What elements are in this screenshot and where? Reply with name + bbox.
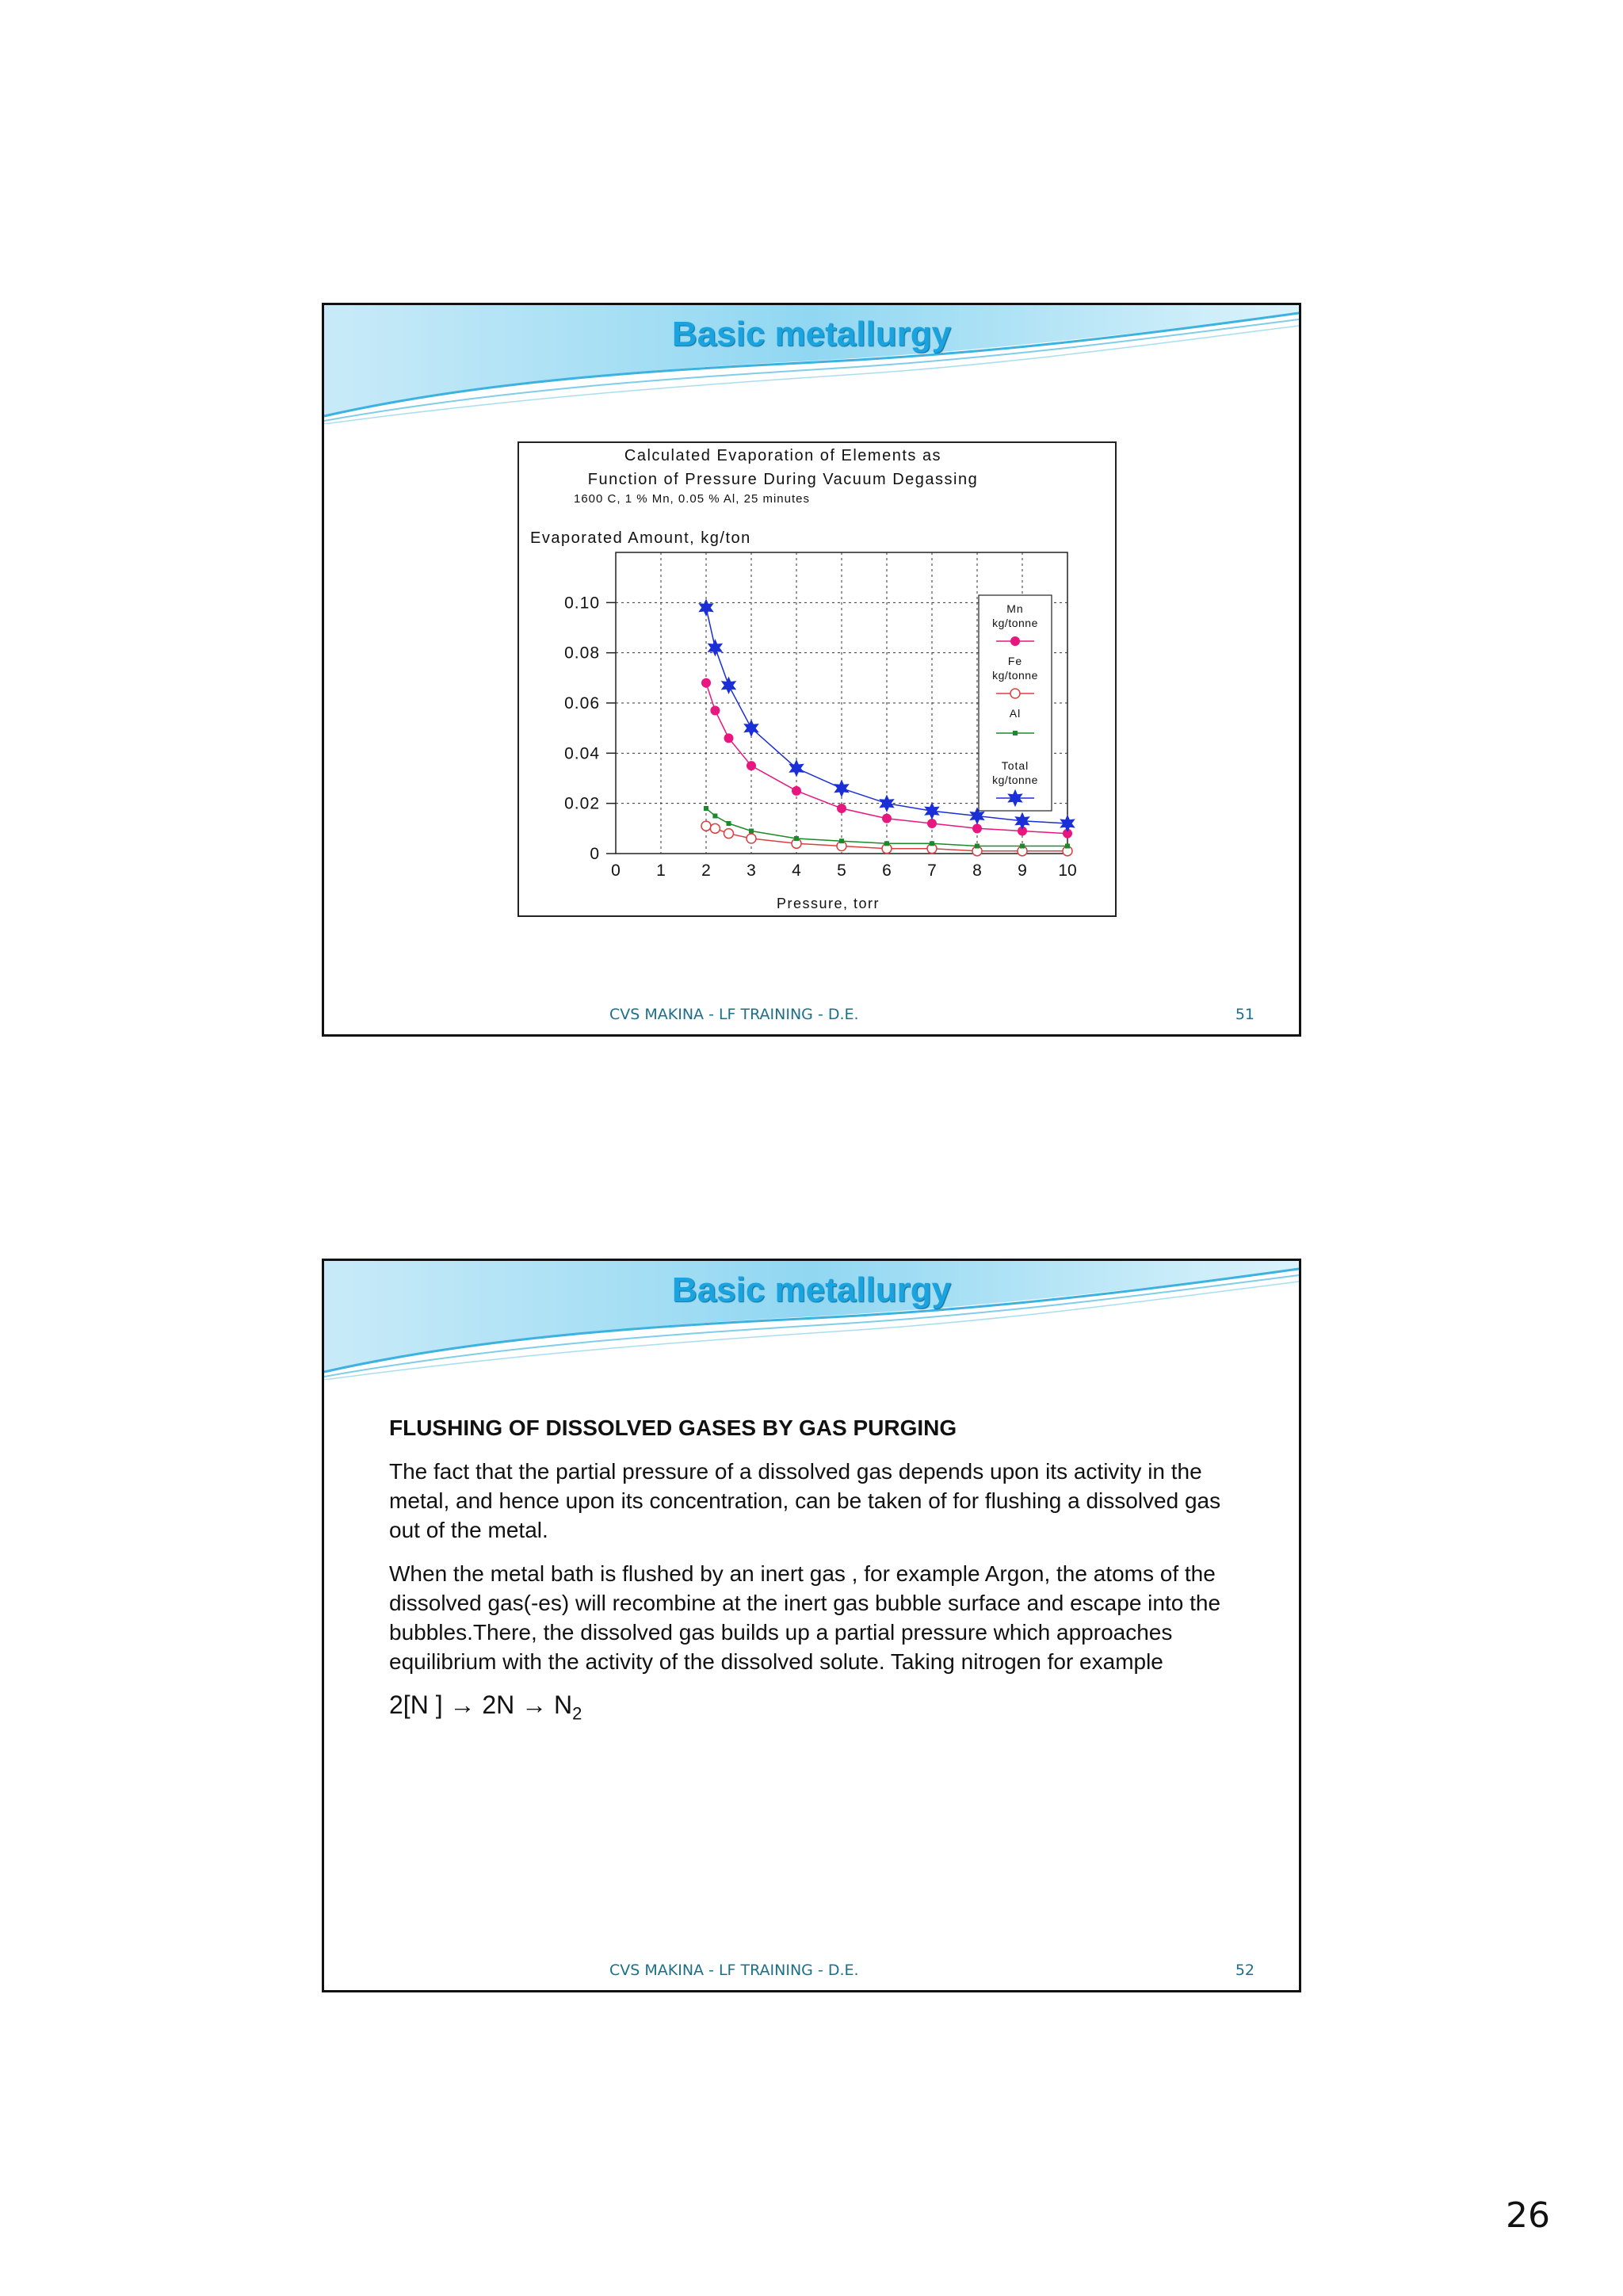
data-point [880, 796, 893, 812]
data-point [834, 781, 848, 797]
y-tick-label: 0.06 [564, 694, 600, 712]
data-point [749, 829, 754, 834]
page-number: 26 [1506, 2195, 1550, 2236]
slide-51 [322, 303, 1301, 1037]
data-point [708, 640, 722, 655]
y-tick-label: 0.02 [564, 794, 600, 813]
formula-main: 2[N ] → 2N → N [389, 1690, 573, 1719]
data-point [710, 706, 720, 716]
data-point [727, 821, 731, 826]
x-tick-label: 6 [882, 861, 892, 880]
legend-label: kg/tonne [992, 617, 1038, 629]
data-point [1065, 844, 1070, 849]
data-point [792, 786, 801, 796]
legend-marker [1010, 689, 1020, 698]
x-tick-label: 4 [792, 861, 801, 880]
chart-svg [519, 443, 1115, 915]
x-tick-label: 0 [611, 861, 621, 880]
data-point [972, 823, 982, 833]
slide-number: 52 [1235, 1962, 1254, 1979]
data-point [794, 836, 799, 841]
data-point [724, 829, 734, 839]
legend-label: Fe [1007, 655, 1023, 667]
chart-subtitle: 1600 C, 1 % Mn, 0.05 % Al, 25 minutes [574, 492, 810, 506]
x-tick-label: 7 [927, 861, 937, 880]
x-tick-label: 2 [701, 861, 711, 880]
data-point [710, 823, 720, 833]
data-point [747, 761, 756, 770]
data-point [789, 760, 803, 776]
data-point [930, 841, 934, 846]
data-point [975, 844, 980, 849]
data-point [724, 733, 734, 743]
slide-body [389, 1413, 1229, 1728]
slide-52 [322, 1259, 1301, 1992]
slide-title: Basic metallurgy [671, 1270, 952, 1309]
legend-label: kg/tonne [992, 774, 1038, 786]
slide-number: 51 [1235, 1006, 1254, 1023]
paragraph-1: The fact that the partial pressure of a dissolved gas depends upon its activity in the metal, and hence upon its concentration, can be taken of for flushing a dissolved gas out of the metal. [389, 1459, 1221, 1542]
x-tick-label: 5 [837, 861, 846, 880]
x-tick-label: 9 [1018, 861, 1027, 880]
data-point [839, 839, 844, 843]
chart [517, 441, 1117, 917]
data-point [927, 819, 937, 828]
data-point [722, 678, 735, 693]
x-tick-label: 8 [972, 861, 982, 880]
data-point [882, 814, 892, 823]
slide-title: Basic metallurgy [671, 315, 952, 353]
x-axis-label: Pressure, torr [776, 896, 880, 911]
y-tick-label: 0.08 [564, 644, 600, 663]
data-point [699, 600, 712, 616]
legend-label: Mn [1006, 602, 1024, 615]
legend-label: Total [1001, 759, 1029, 772]
y-axis-label: Evaporated Amount, kg/ton [530, 529, 751, 547]
legend-marker [1010, 636, 1020, 646]
legend-label: kg/tonne [992, 669, 1038, 682]
data-point [837, 804, 846, 813]
data-point [704, 806, 708, 811]
slide-footer: CVS MAKINA - LF TRAINING - D.E. [609, 1962, 859, 1979]
y-tick-label: 0.10 [564, 594, 600, 613]
data-point [701, 821, 711, 831]
data-point [747, 834, 756, 843]
x-tick-label: 1 [656, 861, 666, 880]
data-point [1020, 844, 1025, 849]
slide-footer: CVS MAKINA - LF TRAINING - D.E. [609, 1006, 859, 1023]
data-point [712, 814, 717, 819]
section-heading: FLUSHING OF DISSOLVED GASES BY GAS PURGING [389, 1415, 957, 1440]
x-tick-label: 3 [747, 861, 756, 880]
nitrogen-formula [389, 1690, 1229, 1728]
y-tick-label: 0 [590, 845, 600, 863]
paragraph-2: When the metal bath is flushed by an inert gas , for example Argon, the atoms of the dissolved gas(-es) will recombine at the inert gas bubble surface and escape into the bubbles.There, the dissolved gas builds up a partial pressure which approaches equilibrium with the activity of the dissolved solute. Taking nitrogen for example [389, 1561, 1221, 1674]
data-point [884, 841, 889, 846]
formula-subscript: 2 [572, 1703, 582, 1724]
legend-marker [1013, 731, 1018, 735]
chart-title-line1: Calculated Evaporation of Elements as [624, 447, 942, 464]
legend-label: Al [1009, 707, 1022, 720]
data-point [744, 720, 758, 736]
data-point [701, 678, 711, 688]
y-tick-label: 0.04 [564, 744, 600, 763]
chart-title-line2: Function of Pressure During Vacuum Degassing [587, 471, 979, 488]
x-tick-label: 10 [1058, 861, 1077, 880]
